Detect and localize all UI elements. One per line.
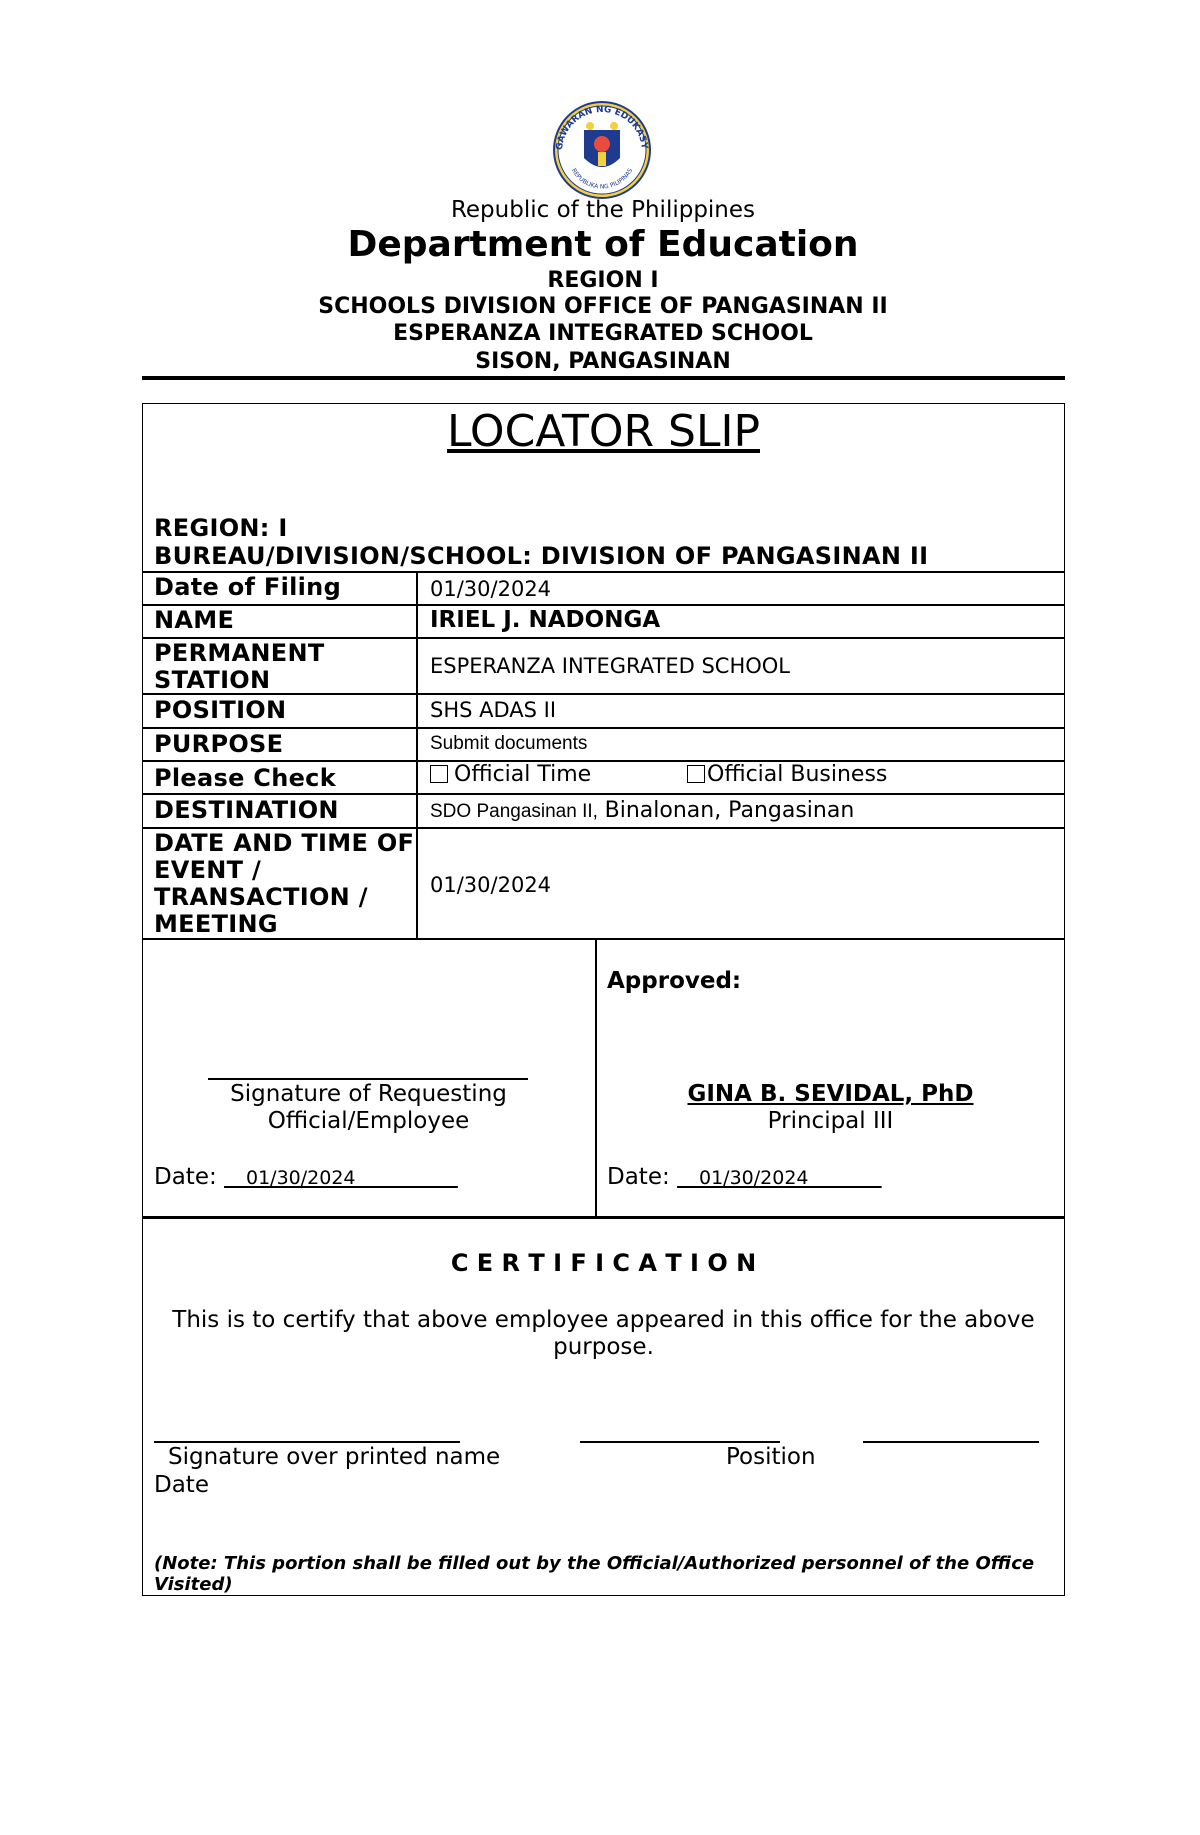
row-divider — [142, 693, 1065, 695]
certification-heading: C E R T I F I C A T I O N — [450, 1249, 757, 1277]
requesting-date-value: 01/30/2024 — [245, 1167, 356, 1189]
row-divider — [142, 760, 1065, 762]
purpose-value: Submit documents — [430, 733, 588, 754]
official-business-label: Official Business — [707, 762, 888, 787]
cert-date-caption: Date — [154, 1472, 209, 1498]
approver-date-field — [607, 1164, 882, 1192]
region-line: REGION I — [547, 268, 659, 293]
approver-date-label: Date: — [607, 1164, 670, 1190]
row-divider — [142, 604, 1065, 606]
deped-seal-logo — [548, 100, 656, 200]
event-datetime-value: 01/30/2024 — [430, 873, 552, 897]
destination-value — [430, 797, 854, 825]
row-divider — [142, 793, 1065, 795]
location-line: SISON, PANGASINAN — [475, 349, 731, 374]
header-divider — [142, 376, 1065, 380]
division-office-line: SCHOOLS DIVISION OFFICE OF PANGASINAN II — [318, 294, 888, 319]
seal-text-bottom: REPUBLIKA NG PILIPINAS — [569, 167, 635, 191]
certification-note-1: (Note: This portion shall be filled out by the Official/Authorized personnel of the Office — [154, 1553, 1035, 1574]
certification-note-2: Visited) — [154, 1574, 233, 1595]
cert-signature-line — [154, 1441, 460, 1443]
cert-date-line — [863, 1441, 1039, 1443]
cert-signature-caption: Signature over printed name — [168, 1444, 501, 1470]
approver-name: GINA B. SEVIDAL, PhD — [687, 1081, 974, 1107]
event-datetime-label-2: EVENT / — [154, 856, 262, 884]
official-business-option[interactable] — [687, 762, 887, 788]
official-business-checkbox[interactable] — [687, 765, 705, 783]
position-value: SHS ADAS II — [430, 698, 557, 722]
date-of-filing-label: Date of Filing — [154, 573, 342, 601]
please-check-label: Please Check — [154, 764, 336, 792]
region-field: REGION: I — [154, 514, 288, 542]
permanent-station-label-1: PERMANENT — [154, 639, 325, 667]
cert-position-caption: Position — [726, 1444, 816, 1470]
school-line: ESPERANZA INTEGRATED SCHOOL — [393, 321, 813, 346]
position-label: POSITION — [154, 696, 287, 724]
destination-value-part-1: SDO Pangasinan II, — [430, 801, 598, 822]
row-divider — [142, 727, 1065, 729]
event-datetime-label-3: TRANSACTION / — [154, 883, 368, 911]
official-time-checkbox[interactable] — [430, 765, 448, 783]
approver-date-value: 01/30/2024 — [698, 1167, 809, 1189]
column-divider — [595, 938, 597, 1216]
permanent-station-value: ESPERANZA INTEGRATED SCHOOL — [430, 654, 791, 678]
official-time-label: Official Time — [454, 762, 592, 787]
permanent-station-label-2: STATION — [154, 666, 271, 694]
form-title: LOCATOR SLIP — [446, 406, 760, 457]
section-divider — [142, 1216, 1065, 1219]
destination-value-part-2: Binalonan, Pangasinan — [604, 798, 855, 823]
approver-title: Principal III — [767, 1108, 894, 1134]
cert-position-line — [580, 1441, 780, 1443]
certification-body-1: This is to certify that above employee appeared in this office for the above — [172, 1307, 1035, 1333]
date-of-filing-value: 01/30/2024 — [430, 577, 552, 601]
department-title: Department of Education — [347, 224, 859, 265]
official-time-option[interactable] — [430, 762, 591, 788]
certification-body-2: purpose. — [553, 1334, 654, 1360]
approved-label: Approved: — [607, 968, 742, 994]
destination-label: DESTINATION — [154, 796, 339, 824]
column-divider — [416, 571, 418, 938]
requesting-date-label: Date: — [154, 1164, 217, 1190]
republic-line: Republic of the Philippines — [450, 197, 756, 223]
name-value: IRIEL J. NADONGA — [430, 607, 661, 633]
event-datetime-label-4: MEETING — [154, 910, 278, 938]
requesting-date-field — [154, 1164, 458, 1192]
bureau-field: BUREAU/DIVISION/SCHOOL: DIVISION OF PANGASINAN II — [154, 542, 929, 570]
requesting-signature-line — [208, 1078, 528, 1080]
purpose-label: PURPOSE — [154, 730, 284, 758]
requesting-caption-1: Signature of Requesting — [230, 1081, 507, 1107]
name-label: NAME — [154, 606, 235, 634]
event-datetime-label-1: DATE AND TIME OF — [154, 829, 415, 857]
seal-text-top: GAWARAN NG EDUKASY — [554, 104, 649, 151]
row-divider — [142, 938, 1065, 940]
requesting-caption-2: Official/Employee — [267, 1108, 470, 1134]
